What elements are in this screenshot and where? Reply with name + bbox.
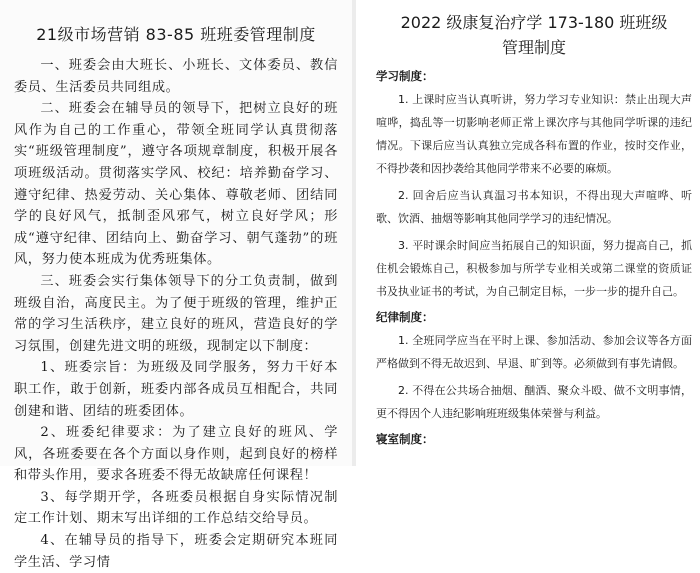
left-paragraph-1: 一、班委会由大班长、小班长、文体委员、教信委员、生活委员共同组成。 [14, 58, 338, 95]
section-heading-dormitory: 寝室制度： [376, 432, 434, 446]
right-title-line-1: 2022 级康复治疗学 173-180 班班级 [400, 13, 668, 32]
study-rule-3: 3. 平时课余时间应当拓展自己的知识面，努力提高自己，抓住机会锻炼自己，积极参加与所学专业相关或第二课堂的资质证书及执业证书的考试，为自己制定目标，一步一步的提升自己。 [376, 239, 692, 298]
discipline-rule-1: 1. 全班同学应当在平时上课、参加活动、参加会议等各方面严格做到不得无故迟到、早退、旷到等。必须做到有事先请假。 [376, 334, 692, 370]
left-paragraph-6: 3、每学期开学，各班委员根据自身实际情况制定工作计划、期末写出详细的工作总结交给导员。 [14, 489, 338, 527]
left-paragraph-5: 2、班委纪律要求：为了建立良好的班风、学风，各班委要在各个方面以身作则，起到良好的榜样和带头作用，要求各班委不得无故缺席任何课程！ [14, 425, 338, 484]
left-paragraph-3: 三、班委会实行集体领导下的分工负责制，做到班级自治，高度民主。为了便于班级的管理，维护正常的学习生活秩序，建立良好的班风，营造良好的学习氛围，创建先进文明的班级，现制定以下制度： [14, 273, 338, 354]
study-rule-1: 1. 上课时应当认真听讲，努力学习专业知识：禁止出现大声喧哗，捣乱等一切影响老师正常上课次序与其他同学听课的违纪情况。下课后应当认真独立完成各科布置的作业，按时交作业，不得抄袭和因抄袭给其他同学带来不必要的麻烦。 [376, 93, 692, 175]
right-document-page [356, 0, 700, 466]
right-title-line-2: 管理制度 [501, 38, 566, 57]
study-rule-2: 2. 回舍后应当认真温习书本知识，不得出现大声喧哗、听歌、饮酒、抽烟等影响其他同学学习的违纪情况。 [376, 189, 692, 225]
left-paragraph-2: 二、班委会在辅导员的领导下，把树立良好的班风作为自己的工作重心，带领全班同学认真贯彻落实“班级管理制度”，遵守各项规章制度，积极开展各项班级活动。贯彻落实学风、校纪：培养勤奋学习、遵守纪律、热爱劳动、关心集体、尊敬老师、团结同学的良好风气，抵制歪风邪气，树立良好学风；形成“遵守纪律、团结向上、勤奋学习、朝气蓬勃”的班风，努力使本班成为优秀班集体。 [14, 101, 338, 268]
right-document-title [376, 10, 692, 60]
left-paragraph-4: 1、班委宗旨：为班级及同学服务，努力干好本职工作，敢于创新，班委内部各成员互相配合，共同创建和谐、团结的班委团体。 [14, 360, 338, 419]
section-heading-study: 学习制度： [376, 69, 434, 83]
left-document-title: 21级市场营销 83-85 班班委管理制度 [36, 25, 316, 44]
section-heading-discipline: 纪律制度： [376, 310, 434, 324]
left-paragraph-7: 4、在辅导员的指导下，班委会定期研究本班同学生活、学习情 [14, 533, 338, 570]
discipline-rule-2: 2. 不得在公共场合抽烟、酗酒、聚众斗殴、做不文明事情，更不得因个人违纪影响班班级集体荣誉与利益。 [376, 384, 692, 420]
